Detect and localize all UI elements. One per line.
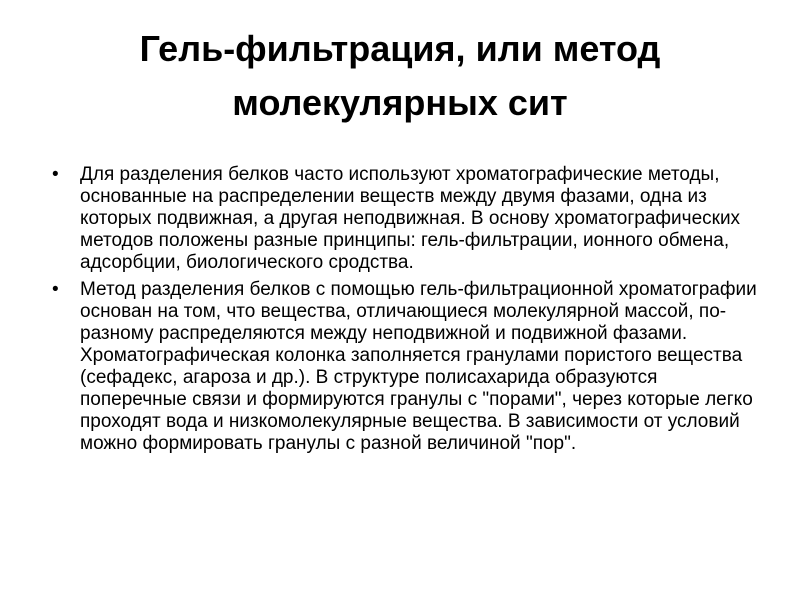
slide-title: Гель-фильтрация, или метод молекулярных сит — [139, 28, 661, 123]
bullet-text: Метод разделения белков с помощью гель-фильтрационной хроматографии основан на том, что вещества, отличающиеся молекулярной массой, по-разному распределяются между неподвижной и подвижной фазами. Хроматографическая колонка заполняется гранулами пористого вещества (сефадекс, агароза и др.). В структуре полисахарида образуются поперечные связи и формируются гранулы с "порами", через которые легко проходят вода и низкомолекулярные вещества. В зависимости от условий можно формировать гранулы с разной величиной "пор". — [80, 279, 757, 454]
bullet-icon: • — [52, 164, 59, 185]
bullet-icon: • — [52, 279, 59, 300]
bullet-item-2 — [52, 279, 764, 455]
bullet-text: Для разделения белков часто используют хроматографические методы, основанные на распределении веществ между двумя фазами, одна из которых подвижная, а другая неподвижная. В основу хроматографических методов положены разные принципы: гель-фильтрации, ионного обмена, адсорбции, биологического сродства. — [80, 164, 741, 273]
bullet-list — [52, 164, 764, 460]
bullet-item-1 — [52, 164, 764, 274]
